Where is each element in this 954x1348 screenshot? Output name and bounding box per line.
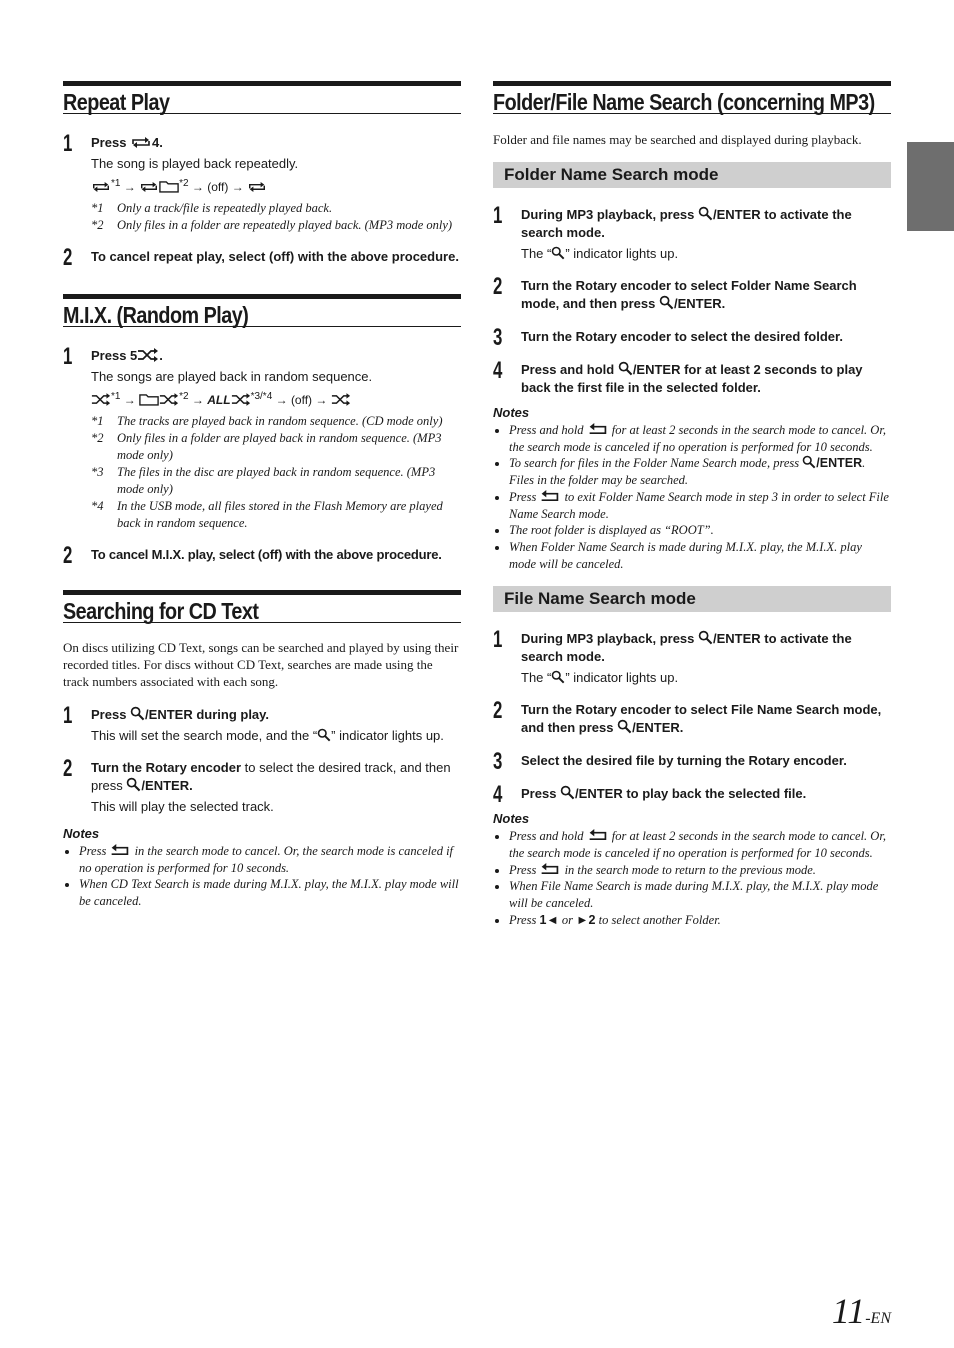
mix-step-2: 2 To cancel M.I.X. play, select (off) with the above procedure. bbox=[63, 542, 442, 569]
list-item: • When Folder Name Search is made during M.I.X. play, the M.I.X. play mode will be canceled. bbox=[509, 539, 891, 572]
file-step-4: 4 Press /ENTER to play back the selected file. bbox=[493, 781, 807, 809]
footnote: *1 Only a track/file is repeatedly played back. bbox=[91, 201, 333, 215]
repeat-sequence: $^{*1}$ → $^{*2}$ → (off) → bbox=[91, 175, 461, 196]
list-item: • Press in the search mode to cancel. Or, the search mode is canceled if no operation is performed for 10 seconds. bbox=[79, 843, 461, 876]
notes-heading: Notes bbox=[493, 811, 530, 827]
search-intro: Folder and file names may be searched and displayed during playback. bbox=[493, 132, 862, 147]
search-icon bbox=[618, 361, 633, 376]
all-icon: ALL bbox=[207, 393, 231, 407]
folder-icon bbox=[139, 393, 159, 406]
search-icon bbox=[802, 455, 816, 469]
search-icon bbox=[617, 719, 632, 734]
search-icon bbox=[698, 206, 713, 221]
subheading-file-search: File Name Search mode bbox=[493, 586, 891, 612]
search-icon bbox=[130, 706, 145, 721]
list-item: • The root folder is displayed as “ROOT”. bbox=[509, 522, 891, 539]
footnote: *4 In the USB mode, all files stored in the Flash Memory are played back in random sequence. bbox=[91, 499, 443, 530]
search-icon bbox=[659, 295, 674, 310]
return-icon bbox=[539, 490, 561, 503]
section-tab-marker bbox=[907, 142, 954, 231]
section-heading-cdtext: Searching for CD Text bbox=[63, 590, 461, 623]
cdtext-intro: On discs utilizing CD Text, songs can be searched and played by using their recorded titles. For discs without CD Text, searches are made using the track numbers associated with each song. bbox=[63, 640, 459, 689]
list-item: • Press to exit Folder Name Search mode in step 3 in order to select File Name Search mode. bbox=[509, 489, 891, 522]
mix-step-1: 1 Press 5 . The songs are played back in random sequence. $^{*1}$ → $^{*2}$ → ALL $^{*3/*4}$ → (off) → *1 The tracks are played back in random sequence. (CD mode only) *2 Only files in a folder are played back in random sequence. (MP3 mode only) *3 The files in the disc are played back in random sequence. (MP3 mode only) *4 In the USB mode, all files stored in the Flash Memory are played back in random sequence. bbox=[63, 347, 461, 532]
random-icon bbox=[331, 393, 351, 406]
section-heading-repeat: Repeat Play bbox=[63, 81, 461, 114]
footnote: *2 Only files in a folder are repeatedly played back. (MP3 mode only) bbox=[91, 218, 453, 232]
search-icon bbox=[560, 785, 575, 800]
file-step-2: 2 Turn the Rotary encoder to select File Name Search mode, and then press /ENTER. bbox=[493, 697, 882, 736]
list-item: • Press and hold for at least 2 seconds in the search mode to cancel. Or, the search mode is canceled if no operation is performed for 10 seconds. bbox=[509, 422, 891, 455]
repeat-step-1: 1 Press 4. The song is played back repeatedly. $^{*1}$ → $^{*2}$ → (off) → *1 Only a track/file is repeatedly played back. *2 Only files in a folder are repeatedly played back. (MP3 mode only) bbox=[63, 134, 461, 234]
list-item: • Press 1◄ or ►2 to select another Folder. bbox=[509, 912, 891, 929]
right-column bbox=[493, 81, 891, 929]
repeat-icon bbox=[130, 135, 152, 149]
folder-step-1: 1 During MP3 playback, press /ENTER to activate the search mode. The “ ” indicator lights up. bbox=[493, 202, 852, 261]
search-icon bbox=[126, 777, 141, 792]
folder-step-4: 4 Press and hold /ENTER for at least 2 seconds to play back the first file in the selected folder. bbox=[493, 357, 863, 395]
cdtext-notes bbox=[63, 843, 461, 910]
list-item: • Press in the search mode to return to the previous mode. bbox=[509, 862, 891, 879]
list-item: • Press and hold for at least 2 seconds in the search mode to cancel. Or, the search mode is canceled if no operation is performed for 10 seconds. bbox=[509, 828, 891, 861]
left-column bbox=[63, 81, 461, 910]
random-icon bbox=[137, 348, 159, 362]
folder-step-2: 2 Turn the Rotary encoder to select Folder Name Search mode, and then press /ENTER. bbox=[493, 273, 857, 311]
notes-heading: Notes bbox=[63, 826, 100, 841]
return-icon bbox=[109, 844, 131, 857]
section-heading-folder-file-search: Folder/File Name Search (concerning MP3) bbox=[493, 81, 891, 114]
return-icon bbox=[539, 863, 561, 876]
folder-notes bbox=[493, 422, 891, 572]
search-icon bbox=[317, 728, 331, 742]
section-heading-mix: M.I.X. (Random Play) bbox=[63, 294, 461, 327]
return-icon bbox=[587, 423, 609, 436]
footnote: *1 The tracks are played back in random sequence. (CD mode only) bbox=[91, 414, 443, 428]
mix-sequence: $^{*1}$ → $^{*2}$ → ALL $^{*3/*4}$ → (off) → bbox=[91, 388, 461, 409]
repeat-icon bbox=[91, 180, 111, 193]
footnote: *3 The files in the disc are played back in random sequence. (MP3 mode only) bbox=[91, 465, 436, 496]
repeat-step-2: 2 To cancel repeat play, select (off) with the above procedure. bbox=[63, 244, 459, 271]
subheading-folder-search: Folder Name Search mode bbox=[493, 162, 891, 188]
list-item: • To search for files in the Folder Name Search mode, press /ENTER. Files in the folder may be searched. bbox=[509, 455, 891, 488]
list-item: • When File Name Search is made during M.I.X. play, the M.I.X. play mode will be canceled. bbox=[509, 878, 891, 911]
folder-step-3: 3 Turn the Rotary encoder to select the desired folder. bbox=[493, 324, 843, 351]
file-step-1: 1 During MP3 playback, press /ENTER to activate the search mode. The “ ” indicator lights up. bbox=[493, 626, 852, 686]
notes-heading: Notes bbox=[493, 405, 530, 420]
file-step-3: 3 Select the desired file by turning the Rotary encoder. bbox=[493, 748, 847, 776]
random-icon bbox=[91, 393, 111, 406]
folder-icon bbox=[159, 180, 179, 193]
cdtext-step-1: 1 Press /ENTER during play. This will set the search mode, and the “ ” indicator lights up. bbox=[63, 702, 444, 743]
mix-step-1-result: The songs are played back in random sequence. bbox=[91, 369, 373, 384]
random-icon bbox=[159, 393, 179, 406]
return-icon bbox=[587, 829, 609, 842]
random-icon bbox=[231, 393, 251, 406]
repeat-step-1-result: The song is played back repeatedly. bbox=[91, 156, 299, 171]
page-number: 11-EN bbox=[831, 1291, 891, 1331]
file-notes bbox=[493, 828, 891, 928]
repeat-icon bbox=[247, 180, 267, 193]
repeat-icon bbox=[139, 180, 159, 193]
search-icon bbox=[551, 670, 565, 684]
search-icon bbox=[551, 246, 565, 260]
cdtext-step-2: 2 Turn the Rotary encoder to select the desired track, and then press /ENTER. This will play the selected track. bbox=[63, 755, 451, 814]
search-icon bbox=[698, 630, 713, 645]
footnote: *2 Only files in a folder are played back in random sequence. (MP3 mode only) bbox=[91, 431, 442, 462]
list-item: • When CD Text Search is made during M.I.X. play, the M.I.X. play mode will be canceled. bbox=[79, 876, 461, 909]
